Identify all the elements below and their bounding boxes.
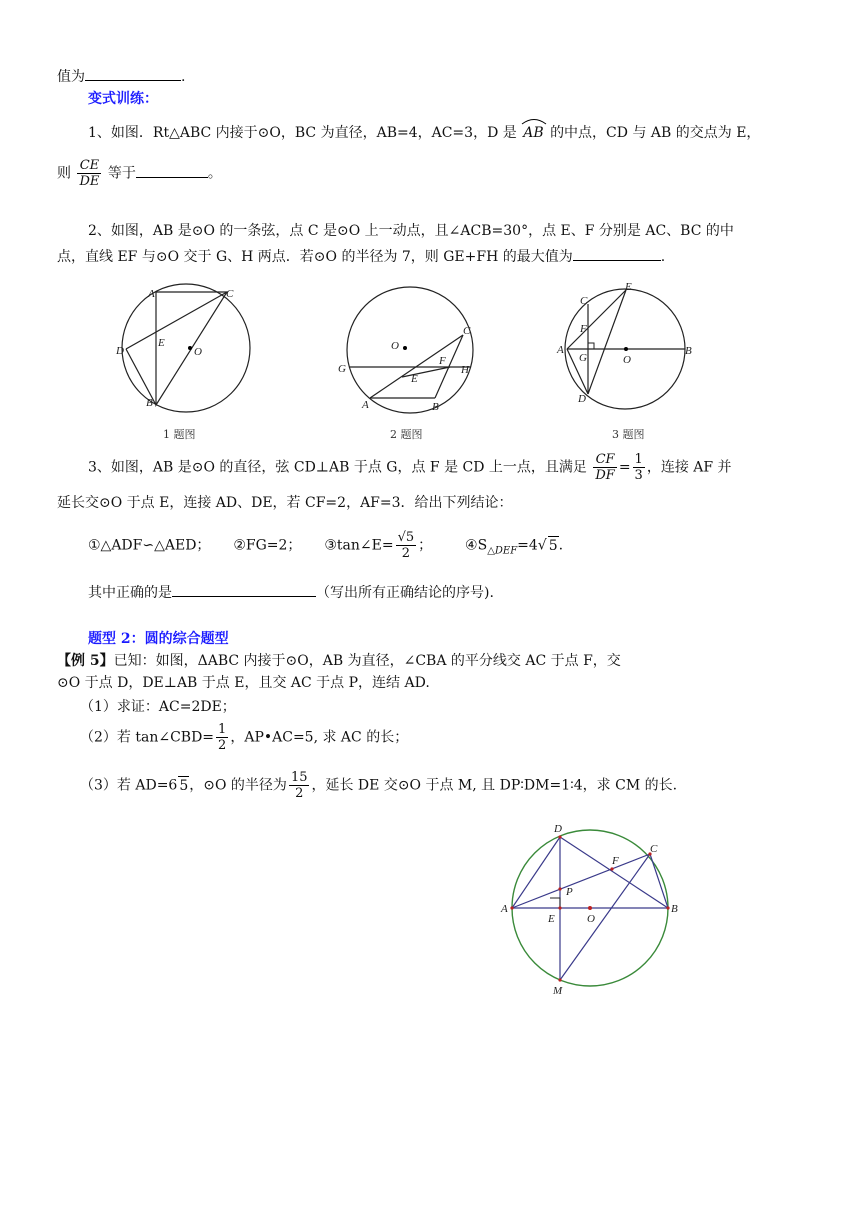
fraction-15-over-2: $\frac{15}{2}$: [290, 770, 308, 801]
answer-blank: [136, 163, 208, 178]
label-c: C: [226, 288, 234, 300]
segment-ad: [512, 837, 560, 908]
segment-cd: [126, 292, 227, 349]
answer-blank: [85, 66, 181, 81]
example-5-q2: （2）若 tan∠CBD= $\frac{1}{2}$ ，AP•AC=5, 求 AC 的长；: [80, 722, 409, 753]
center-dot: [588, 906, 592, 910]
label-a: A: [501, 903, 508, 915]
fraction-root5-over-2: $\frac{√5}{2}$: [397, 530, 415, 561]
label-f: F: [612, 855, 619, 867]
fraction-one-third: $\frac{1}{3}$: [634, 452, 643, 483]
right-angle-mark: [550, 898, 560, 908]
figure-3: [555, 278, 705, 413]
caption-3: 3 题图: [612, 428, 645, 441]
label-a: A: [148, 288, 155, 300]
problem-2-line1: 2、如图，AB 是⊙O 的一条弦，点 C 是⊙O 上一动点，且∠ACB=30°，点 E、F 分别是 AC、BC 的中: [88, 223, 734, 239]
label-e: E: [158, 337, 165, 349]
segment-de: [588, 290, 626, 394]
problem-3-line2: 延长交⊙O 于点 E，连接 AD、DE，若 CF=2，AF=3．给出下列结论：: [57, 495, 513, 511]
label-o: O: [194, 346, 202, 358]
problem-2-line2: 点，直线 EF 与⊙O 交于 G、H 两点．若⊙O 的半径为 7，则 GE+FH 的最大值为 .: [57, 246, 665, 266]
label-d: D: [578, 393, 586, 405]
answer-blank: [573, 246, 661, 261]
label-b: B: [146, 397, 153, 409]
label-d: D: [554, 823, 562, 835]
label-f: F: [439, 355, 446, 367]
problem-1-line2: 则 $\frac{CE}{DE}$ 等于 。: [57, 158, 222, 189]
label-c: C: [580, 295, 588, 307]
figure-4: [498, 820, 688, 1005]
figure-1: [110, 280, 260, 415]
label-o: O: [587, 913, 595, 925]
label-g: G: [338, 363, 346, 375]
label-e: E: [548, 913, 555, 925]
circle-o: [122, 284, 250, 412]
segment-ac: [512, 854, 650, 908]
answer-blank: [172, 582, 316, 597]
label-b: B: [432, 401, 439, 413]
fraction-cf-df: $\frac{CF}{DF}$: [595, 452, 615, 483]
section-practice-heading: 变式训练：: [88, 91, 158, 107]
problem-3-answer: 其中正确的是 （写出所有正确结论的序号).: [88, 582, 494, 602]
figure-2: [335, 280, 485, 415]
segment-cb: [650, 854, 668, 908]
label-c: C: [650, 843, 658, 855]
example-5-line1: 【例 5】已知：如图，ΔABC 内接于⊙O，AB 为直径，∠CBA 的平分线交 AC 于点 F，交: [57, 653, 621, 669]
label-e: E: [411, 373, 418, 385]
right-angle-mark: [588, 343, 594, 349]
caption-2: 2 题图: [390, 428, 423, 441]
label-a: A: [557, 344, 564, 356]
label-p: P: [566, 886, 573, 898]
problem-1-line1: 1、如图．Rt△ABC 内接于⊙O，BC 为直径，AB=4，AC=3，D 是 AB 的中点，CD 与 AB 的交点为 E，: [88, 124, 760, 142]
label-e: E: [625, 281, 632, 293]
label-f: F: [580, 323, 587, 335]
label-h: H: [461, 364, 469, 376]
caption-1: 1 题图: [163, 428, 196, 441]
label-g: G: [579, 352, 587, 364]
circle-o: [347, 287, 473, 413]
segment-cm: [560, 854, 650, 980]
label-d: D: [116, 345, 124, 357]
center-dot: [624, 347, 628, 351]
label-a: A: [362, 399, 369, 411]
example-5-q3: （3）若 AD=6 5，⊙O 的半径为 $\frac{15}{2}$ ，延长 DE 交⊙O 于点 M, 且 DP∶DM=1∶4，求 CM 的长.: [80, 770, 678, 801]
label-c: C: [463, 325, 471, 337]
arc-ab: AB: [523, 124, 543, 142]
center-dot: [403, 346, 407, 350]
example-5-line2: ⊙O 于点 D，DE⊥AB 于点 E，且交 AC 于点 P，连结 AD.: [57, 675, 430, 691]
arc-mark: [521, 117, 547, 125]
top-line: 值为 .: [57, 66, 185, 86]
section-type2-heading: 题型 2：圆的综合题型: [88, 631, 229, 647]
example-5-q1: （1）求证：AC=2DE；: [80, 699, 236, 715]
label-m: M: [553, 985, 563, 997]
label-o: O: [391, 340, 399, 352]
fraction-one-half: $\frac{1}{2}$: [218, 722, 227, 753]
fraction-ce-de: $\frac{CE}{DE}$: [79, 158, 100, 189]
label-o: O: [623, 354, 631, 366]
problem-3-conclusions: ①△ADF∽△AED； ②FG=2； ③tan∠E= $\frac{√5}{2}$ ； $④S_{\triangle DEF}=4√$ 5.: [88, 530, 564, 561]
segment-ae: [567, 290, 626, 349]
label-b: B: [671, 903, 678, 915]
label-b: B: [685, 345, 692, 357]
center-dot: [188, 346, 192, 350]
problem-3-line1: 3、如图，AB 是⊙O 的直径，弦 CD⊥AB 于点 G，点 F 是 CD 上一点，且满足 $\frac{CF}{DF}$ = $\frac{1}{3}$ ，连接 AF 并: [88, 452, 732, 483]
